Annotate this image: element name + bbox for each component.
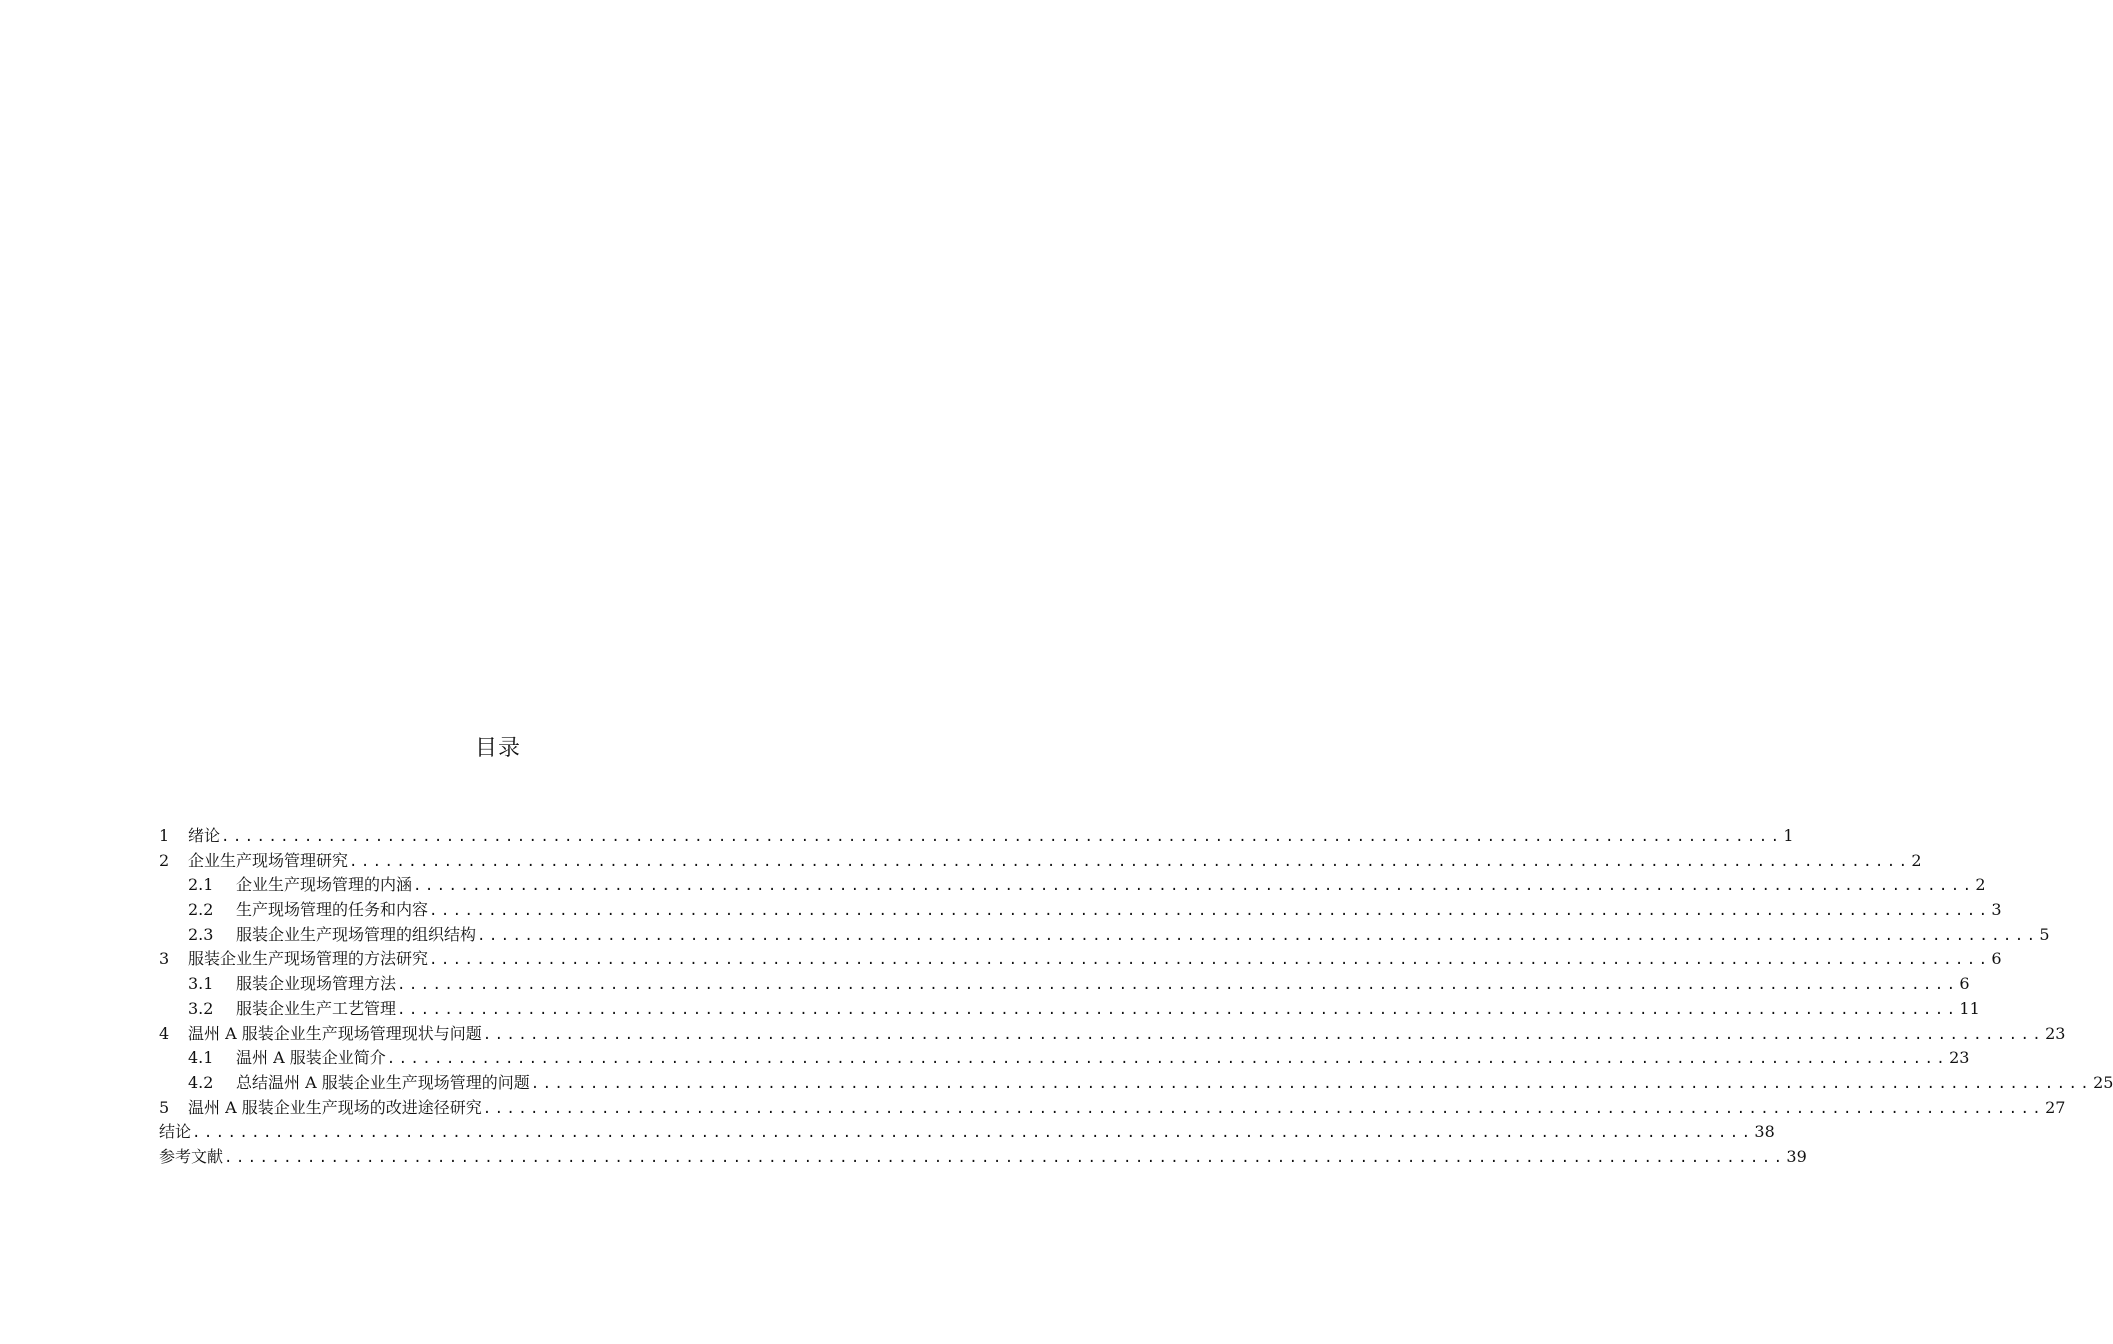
toc-dot-leader: .................................................................................................................................... [429, 952, 1991, 969]
toc-entry[interactable] [159, 1022, 2066, 1047]
toc-entry[interactable] [159, 849, 1922, 874]
toc-entry-title: 服装企业生产现场管理的方法研究 [188, 949, 429, 969]
toc-entry-page: 3 [1991, 900, 2002, 920]
toc-entry-page: 5 [2039, 924, 2050, 944]
toc-dot-leader: .................................................................................................................................... [221, 829, 1783, 845]
toc-entry-page: 23 [1949, 1048, 1970, 1068]
toc-entry[interactable] [159, 972, 1970, 997]
toc-entry-number: 3 [159, 949, 170, 969]
toc-dot-leader: .................................................................................................................................... [397, 1001, 1959, 1018]
toc-dot-leader: .................................................................................................................................... [349, 853, 1911, 870]
toc-entry[interactable] [159, 997, 1980, 1022]
toc-entry-page: 6 [1991, 949, 2002, 969]
toc-entry-title: 企业生产现场管理研究 [188, 850, 349, 870]
toc-entry-title: 结论 [159, 1122, 192, 1142]
toc-entry[interactable] [159, 1071, 2113, 1096]
toc-entry-title: 温州 A 服装企业简介 [236, 1048, 386, 1068]
toc-entry-title: 绪论 [188, 826, 221, 845]
toc-entry-title: 服装企业生产现场管理的组织结构 [236, 924, 477, 944]
toc-entry-number: 2 [159, 850, 170, 870]
toc-entry-number: 4.2 [188, 1072, 214, 1092]
toc-dot-leader: .................................................................................................................................... [429, 903, 1991, 920]
toc-dot-leader: .................................................................................................................................... [386, 1051, 1949, 1068]
toc-entry-page: 25 [2093, 1072, 2113, 1092]
toc-entry[interactable] [159, 873, 1986, 898]
toc-entry-page: 6 [1959, 974, 1970, 994]
toc-entry-title: 服装企业现场管理方法 [236, 974, 397, 994]
toc-entry-page: 2 [1911, 850, 1922, 870]
toc-entry-number: 3.2 [188, 998, 214, 1018]
toc-entry-number: 2.1 [188, 875, 214, 895]
toc-entry[interactable] [159, 947, 2002, 972]
toc-entry-title: 参考文献 [159, 1146, 224, 1166]
toc-entry-number: 3.1 [188, 974, 214, 994]
toc-entry[interactable] [159, 1120, 1775, 1145]
toc-entry-title: 温州 A 服装企业生产现场的改进途径研究 [188, 1097, 482, 1117]
toc-entry-page: 11 [1959, 998, 1980, 1018]
toc-entry-page: 2 [1975, 875, 1986, 895]
toc-dot-leader: .................................................................................................................................... [477, 927, 2039, 944]
toc-entry-title: 服装企业生产工艺管理 [236, 998, 397, 1018]
toc-dot-leader: .................................................................................................................................... [397, 977, 1959, 994]
toc-entry[interactable] [159, 1046, 1970, 1071]
toc-entry-number: 2.3 [188, 924, 214, 944]
toc-dot-leader: .................................................................................................................................... [482, 1100, 2045, 1117]
toc-entry-number: 4.1 [188, 1048, 214, 1068]
toc-list [159, 824, 2113, 1170]
toc-entry[interactable] [159, 1096, 2066, 1121]
toc-entry-page: 23 [2045, 1023, 2066, 1043]
toc-entry-number: 1 [159, 826, 170, 845]
toc-entry-page: 39 [1786, 1146, 1807, 1166]
toc-dot-leader: .................................................................................................................................... [413, 878, 1975, 895]
toc-entry-title: 生产现场管理的任务和内容 [236, 900, 429, 920]
toc-entry-page: 27 [2045, 1097, 2066, 1117]
toc-entry-number: 4 [159, 1023, 170, 1043]
toc-entry-title: 温州 A 服装企业生产现场管理现状与问题 [188, 1023, 482, 1043]
toc-entry[interactable] [159, 923, 2050, 948]
toc-dot-leader: .................................................................................................................................... [192, 1125, 1754, 1142]
toc-entry-number: 5 [159, 1097, 170, 1117]
toc-entry[interactable] [159, 824, 1794, 849]
toc-entry-title: 总结温州 A 服装企业生产现场管理的问题 [236, 1072, 530, 1092]
toc-entry-page: 1 [1783, 826, 1794, 845]
toc-title: 目录 [474, 736, 521, 761]
toc-entry-number: 2.2 [188, 900, 214, 920]
toc-dot-leader: .................................................................................................................................... [530, 1075, 2093, 1092]
toc-dot-leader: .................................................................................................................................... [224, 1149, 1786, 1166]
toc-entry-page: 38 [1754, 1122, 1775, 1142]
toc-entry[interactable] [159, 1145, 1807, 1170]
toc-entry[interactable] [159, 898, 2002, 923]
toc-entry-title: 企业生产现场管理的内涵 [236, 875, 413, 895]
toc-dot-leader: .................................................................................................................................... [482, 1026, 2045, 1043]
